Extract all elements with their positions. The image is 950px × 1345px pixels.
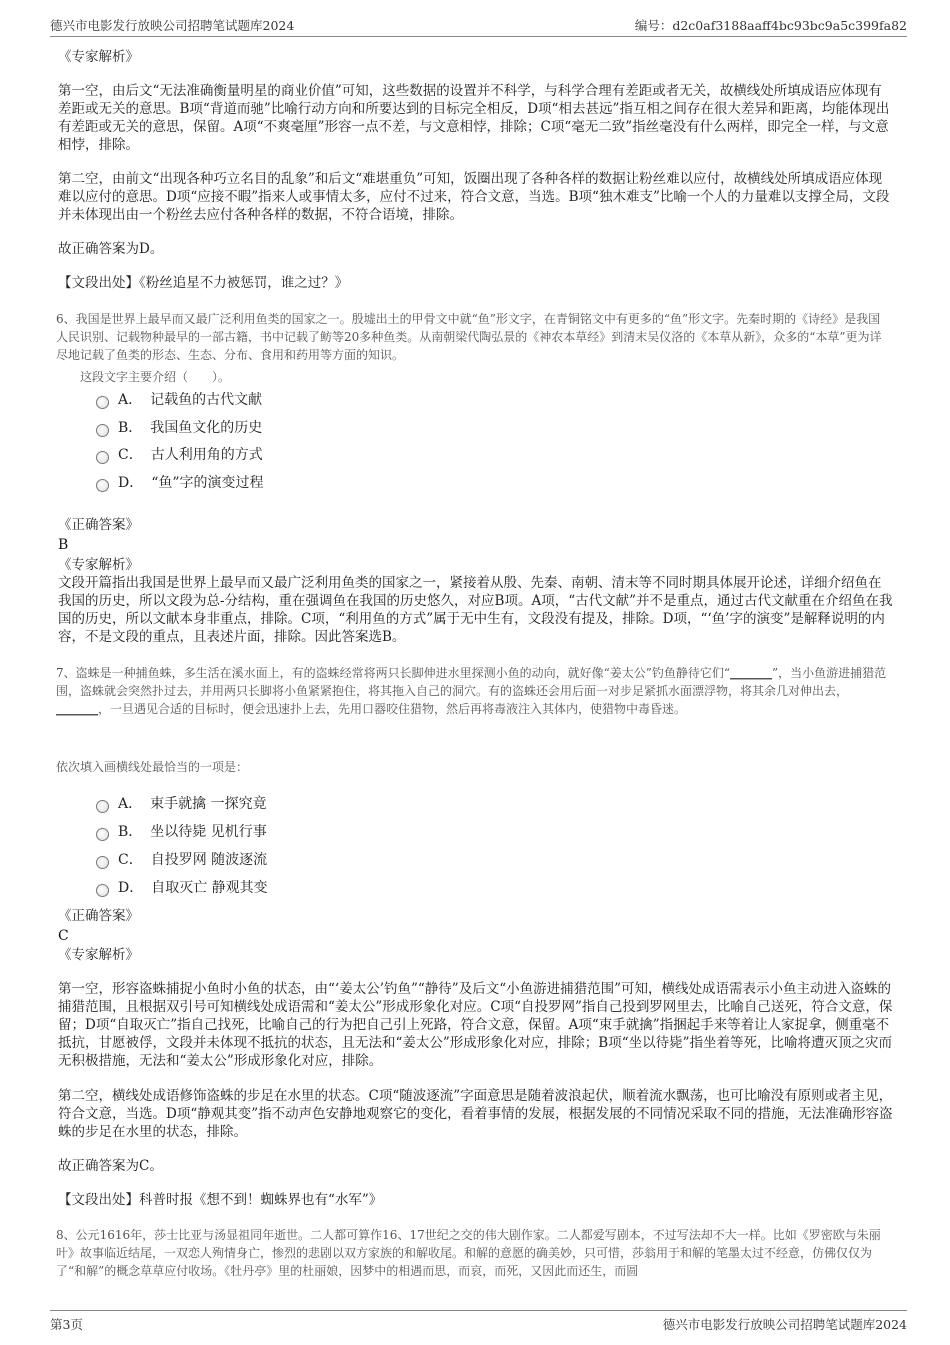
analysis-paragraph: 第一空，由后文“无法准确衡量明星的商业价值”可知，这些数据的设置并不科学，与科学合理有差距或者无关，故横线处所填成语应体现有差距或无关的意思。B项“背道而驰”比喻行动方向和所要达到的目标完全相反，D项“相去甚远”指互相之间存在很大差异和距离，均能体现出有差距或无关的意思，保留。A项“不爽毫厘”形容一点不差，与文意相悖，排除；C项“毫无二致”指丝毫没有什么两样，即完全一样，与文意相悖，排除。 <box>58 83 890 153</box>
analysis-paragraph: 第一空，形容盗蛛捕捉小鱼时小鱼的状态，由“‘姜太公’钓鱼”“静待”及后文“小鱼游进捕猎范围”可知，横线处成语需表示小鱼主动进入盗蛛的捕猎范围，且根据双引号可知横线处成语需和“姜太公”形成形象化对应。C项“自投罗网”指自己投到罗网里去，比喻自己送死，符合文意，保留；D项“自取灭亡”指自己找死，比喻自己的行为把自己引上死路，符合文意，保留。A项“束手就擒”指捆起手来等着让人家捉拿，侧重毫不抵抗，甘愿被俘，文段并未体现不抵抗的状态，且无法和“姜太公”形成形象化对应，排除；B项“坐以待毙”指坐着等死，比喻将遭灭顶之灾而无积极措施，无法和“姜太公”形成形象化对应，排除。 <box>58 981 893 1069</box>
radio-button[interactable] <box>96 856 109 869</box>
question-text-part: ，一旦遇见合适的目标时，便会迅速扑上去，先用口器咬住猎物，然后再将毒液注入其体内，使猎物中毒昏迷。 <box>98 702 687 716</box>
option-d[interactable] <box>96 879 268 897</box>
analysis-label: 《专家解析》 <box>58 49 139 65</box>
option-letter: A． <box>118 392 143 408</box>
radio-button[interactable] <box>96 396 109 409</box>
option-c[interactable] <box>96 851 267 869</box>
correct-answer: C <box>58 928 69 944</box>
analysis-paragraph: 第二空，由前文“出现各种巧立名目的乱象”和后文“难堪重负”可知，饭圈出现了各种各样的数据让粉丝难以应付，故横线处所填成语应体现难以应付的意思。D项“应接不暇”指来人或事情太多，应付不过来，符合文意，当选。B项“独木难支”比喻一个人的力量难以支撑全局，文段并未体现出由一个粉丝去应付各种各样的数据，不符合语境，排除。 <box>58 171 890 223</box>
option-text: 束手就擒 一探究竟 <box>150 796 267 812</box>
question-text <box>56 664 892 718</box>
page-header <box>50 14 907 37</box>
option-d[interactable] <box>96 474 264 492</box>
option-text: 记载鱼的古代文献 <box>150 392 263 408</box>
header-doc-id: 编号：d2c0af3188aaff4bc93bc9a5c399fa82 <box>634 18 907 33</box>
source: 【文段出处】《粉丝追星不力被惩罚，谁之过？》 <box>58 275 349 291</box>
option-letter: A． <box>118 796 143 812</box>
option-text: 我国鱼文化的历史 <box>150 420 263 436</box>
question-stem: 这段文字主要介绍（ ）。 <box>80 370 231 384</box>
option-text: 自取灭亡 静观其变 <box>151 880 268 896</box>
page-number: 第3页 <box>50 1317 83 1332</box>
conclusion: 故正确答案为D。 <box>58 241 164 257</box>
fill-blank: _______ <box>56 702 98 716</box>
option-a[interactable] <box>96 795 267 813</box>
option-letter: B． <box>118 420 143 436</box>
fill-blank: _______ <box>730 666 773 680</box>
option-text: 坐以待毙 见机行事 <box>150 824 267 840</box>
conclusion: 故正确答案为C。 <box>58 1158 163 1174</box>
footer-title: 德兴市电影发行放映公司招聘笔试题库2024 <box>662 1317 907 1332</box>
radio-button[interactable] <box>96 479 109 492</box>
question-stem: 依次填入画横线处最恰当的一项是： <box>56 760 249 774</box>
analysis-label: 《专家解析》 <box>58 947 139 963</box>
header-title: 德兴市电影发行放映公司招聘笔试题库2024 <box>50 18 295 33</box>
radio-button[interactable] <box>96 884 109 897</box>
option-letter: C． <box>118 447 143 463</box>
correct-answer-label: 《正确答案》 <box>58 908 139 924</box>
radio-button[interactable] <box>96 424 109 437</box>
option-letter: C． <box>118 852 143 868</box>
option-letter: D． <box>118 475 144 491</box>
option-c[interactable] <box>96 446 263 464</box>
option-b[interactable] <box>96 419 262 437</box>
page-footer <box>50 1310 907 1333</box>
option-letter: D． <box>118 880 144 896</box>
question-text-part: ”，当小鱼游进捕猎范围，盗蛛就会突然扑过去，并用两只长脚将小鱼紧紧抱住，将其拖入自己的洞穴。有的盗蛛还会用后面一对步足紧抓水面漂浮物，将其余几对伸出去， <box>56 666 887 698</box>
radio-button[interactable] <box>96 451 109 464</box>
correct-answer: B <box>58 537 69 553</box>
correct-answer-label: 《正确答案》 <box>58 517 139 533</box>
question-text: 6、我国是世界上最早而又最广泛利用鱼类的国家之一。殷墟出土的甲骨文中就“鱼”形文字，在青铜铭文中有更多的“鱼”形文字。先秦时期的《诗经》是我国人民识别、记载物种最早的一部古籍，书中记载了鲂等20多种鱼类。从南朝梁代陶弘景的《神农本草经》到清末吴仪洛的《本草从新》，众多的“本草”更为详尽地记载了鱼类的形态、生态、分布、食用和药用等方面的知识。 <box>56 312 882 362</box>
option-text: 古人利用角的方式 <box>150 447 263 463</box>
option-b[interactable] <box>96 823 267 841</box>
option-a[interactable] <box>96 391 262 409</box>
question-text: 8、公元1616年，莎士比亚与汤显祖同年逝世。二人都可算作16、17世纪之交的伟大剧作家。二人都爱写剧本，不过写法却不大一样。比如《罗密欧与朱丽叶》故事临近结尾，一双恋人殉情身亡，惨烈的悲剧以双方家族的和解收尾。和解的意愿的确美妙，只可惜，莎翁用于和解的笔墨太过不经意，仿佛仅仅为了“和解”的概念草草应付收场。《牡丹亭》里的杜丽娘，因梦中的相遇而思，而哀，而死，又因此而还生，而圆 <box>56 1228 881 1278</box>
option-text: 自投罗网 随波逐流 <box>150 852 268 868</box>
radio-button[interactable] <box>96 828 109 841</box>
radio-button[interactable] <box>96 800 109 813</box>
option-letter: B． <box>118 824 143 840</box>
analysis-label: 《专家解析》 <box>58 557 139 573</box>
question-text-part: 7、盗蛛是一种捕鱼蛛，多生活在溪水面上，有的盗蛛经常将两只长脚伸进水里探测小鱼的动向，就好像“姜太公”钓鱼静待它们“ <box>56 666 731 680</box>
option-text: “鱼”字的演变过程 <box>151 475 264 491</box>
analysis-paragraph: 第二空，横线处成语修饰盗蛛的步足在水里的状态。C项“随波逐流”字面意思是随着波浪起伏，顺着流水飘荡，也可比喻没有原则或者主见，符合文意，当选。D项“静观其变”指不动声色安静地观察它的变化，看着事情的发展，根据发展的不同情况采取不同的措施，无法准确形容盗蛛的步足在水里的状态，排除。 <box>58 1088 893 1140</box>
source: 【文段出处】科普时报《想不到！蜘蛛界也有“水军”》 <box>58 1192 383 1208</box>
analysis-paragraph: 文段开篇指出我国是世界上最早而又最广泛利用鱼类的国家之一，紧接着从殷、先秦、南朝、清末等不同时期具体展开论述，详细介绍鱼在我国的历史，所以文段为总-分结构，重在强调鱼在我国的历史悠久，对应B项。A项，“古代文献”并不是重点，通过古代文献重在介绍鱼在我国的历史，所以文献本身非重点，排除。C项，“利用鱼的方式”属于无中生有，文段没有提及，排除。D项，“‘鱼’字的演变”是解释说明的内容，不是文段的重点，且表述片面，排除。因此答案选B。 <box>58 575 893 645</box>
